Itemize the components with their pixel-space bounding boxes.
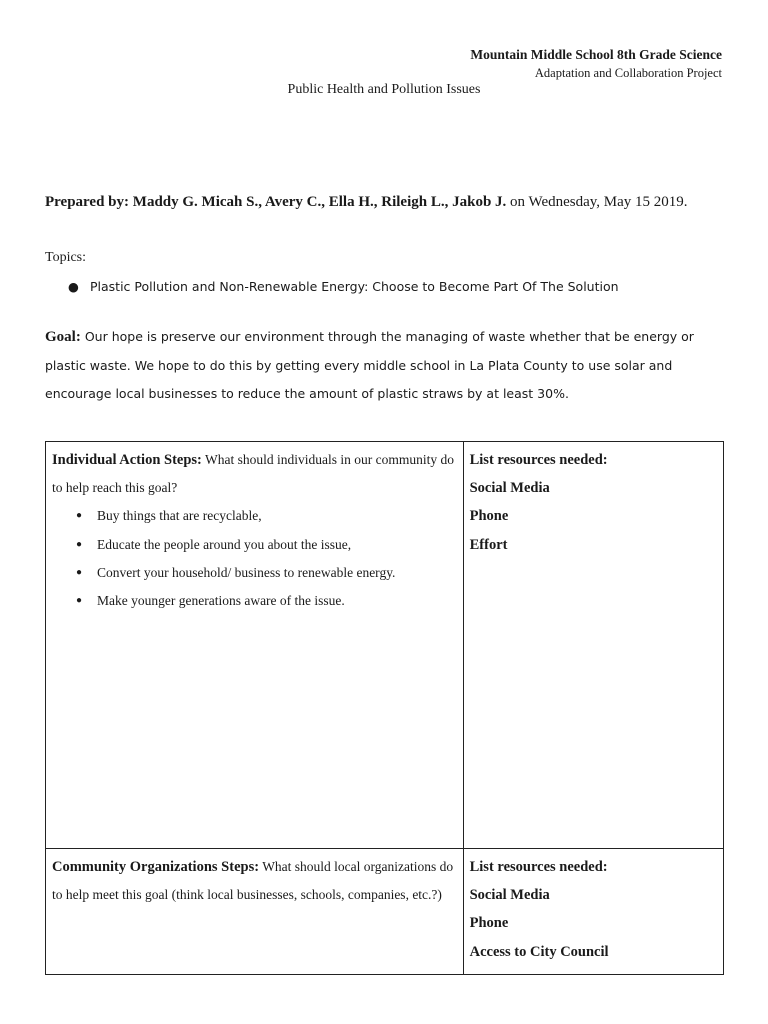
author-names: Maddy G. Micah S., Avery C., Ella H., Rileigh L., Jakob J. xyxy=(132,194,507,210)
individual-steps-heading: Individual Action Steps: xyxy=(52,452,202,468)
resource-item: Social Media xyxy=(469,480,550,497)
resource-item: Phone xyxy=(469,508,509,525)
action-steps-table xyxy=(45,441,724,975)
topics-label: Topics: xyxy=(45,250,87,265)
prepared-by-label: Prepared by: xyxy=(45,194,130,210)
list-item: ● Educate the people around you about the issue, xyxy=(76,531,457,559)
goal-text: Our hope is preserve our environment through the managing of waste whether that be energy or plastic waste. We hope to do this by getting every middle school in La Plata County to use solar and encourage local businesses to reduce the amount of plastic straws by at least 30%. xyxy=(45,329,694,401)
goal-label: Goal: xyxy=(45,329,81,345)
resource-item: Social Media xyxy=(469,887,550,904)
community-steps-question: What should local organizations do to help meet this goal (think local businesses, schools, companies, etc.?) xyxy=(52,859,454,903)
resources-heading: List resources needed: xyxy=(469,452,608,468)
table-row xyxy=(46,442,724,849)
prepared-by-line xyxy=(45,194,688,211)
list-item: ● Buy things that are recyclable, xyxy=(76,502,457,530)
project-name: Adaptation and Collaboration Project xyxy=(534,66,722,80)
community-steps-heading: Community Organizations Steps: xyxy=(52,859,260,875)
resources-heading: List resources needed: xyxy=(469,859,608,875)
resource-item: Access to City Council xyxy=(469,943,609,960)
individual-steps-question: What should individuals in our community do to help reach this goal? xyxy=(52,452,455,496)
goal-paragraph xyxy=(45,323,725,409)
document-header xyxy=(470,46,722,82)
resource-item: Phone xyxy=(469,915,509,932)
resource-item: Effort xyxy=(469,536,508,553)
table-row xyxy=(46,849,724,975)
individual-steps-cell xyxy=(46,442,464,849)
community-resources-cell xyxy=(463,849,723,975)
topic-item xyxy=(68,279,619,294)
bullet-icon: ● xyxy=(68,279,79,294)
document-title: Public Health and Pollution Issues xyxy=(287,82,481,97)
topic-text: Plastic Pollution and Non-Renewable Energy: Choose to Become Part Of The Solution xyxy=(90,279,619,294)
individual-steps-list xyxy=(52,502,457,615)
list-item: ● Convert your household/ business to renewable energy. xyxy=(76,559,457,587)
individual-resources-cell xyxy=(463,442,723,849)
prepared-date: on Wednesday, May 15 2019. xyxy=(510,194,688,210)
community-steps-cell xyxy=(46,849,464,975)
school-name: Mountain Middle School 8th Grade Science xyxy=(470,47,722,62)
list-item: ● Make younger generations aware of the issue. xyxy=(76,587,457,615)
